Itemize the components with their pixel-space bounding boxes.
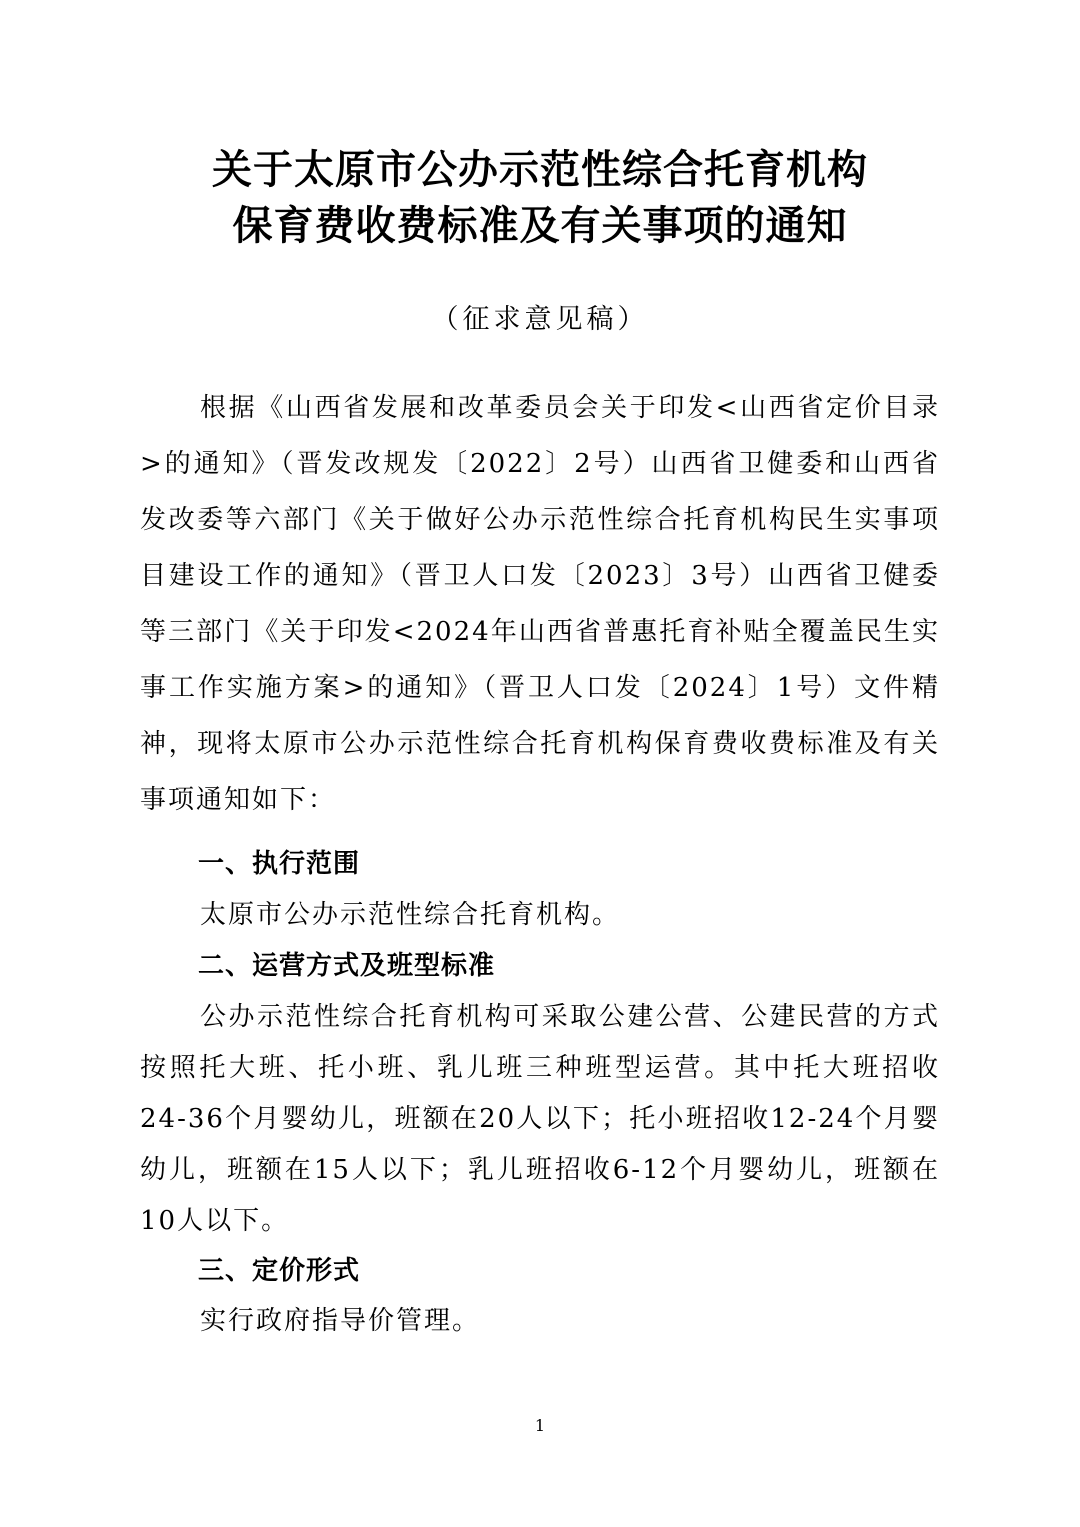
page-number: 1 <box>534 1416 546 1435</box>
section-text-pricing: 实行政府指导价管理。 <box>200 1306 481 1336</box>
section-heading-pricing: 三、定价形式 <box>198 1256 361 1286</box>
document-title-line-1: 关于太原市公办示范性综合托育机构 <box>212 147 868 193</box>
section-heading-scope: 一、执行范围 <box>198 849 361 879</box>
document-subtitle: （征求意见稿） <box>431 304 649 335</box>
section-heading-operation: 二、运营方式及班型标准 <box>198 951 496 981</box>
intro-paragraph: 根据《山西省发展和改革委员会关于印发<山西省定价目录>的通知》（晋发改规发〔2022〕2号）山西省卫健委和山西省发改委等六部门《关于做好公办示范性综合托育机构民生实事项目建设工作的通知》（晋卫人口发〔2023〕3号）山西省卫健委等三部门《关于印发<2024年山西省普惠托育补贴全覆盖民生实事工作实施方案>的通知》（晋卫人口发〔2024〕1号）文件精神，现将太原市公办示范性综合托育机构保育费收费标准及有关事项通知如下： <box>140 393 940 815</box>
section-text-scope: 太原市公办示范性综合托育机构。 <box>200 900 621 930</box>
section-text-operation: 公办示范性综合托育机构可采取公建公营、公建民营的方式按照托大班、托小班、乳儿班三种班型运营。其中托大班招收24-36个月婴幼儿，班额在20人以下；托小班招收12-24个月婴幼儿，班额在15人以下；乳儿班招收6-12个月婴幼儿，班额在10人以下。 <box>140 1002 940 1236</box>
document-title-line-2: 保育费收费标准及有关事项的通知 <box>232 203 848 249</box>
